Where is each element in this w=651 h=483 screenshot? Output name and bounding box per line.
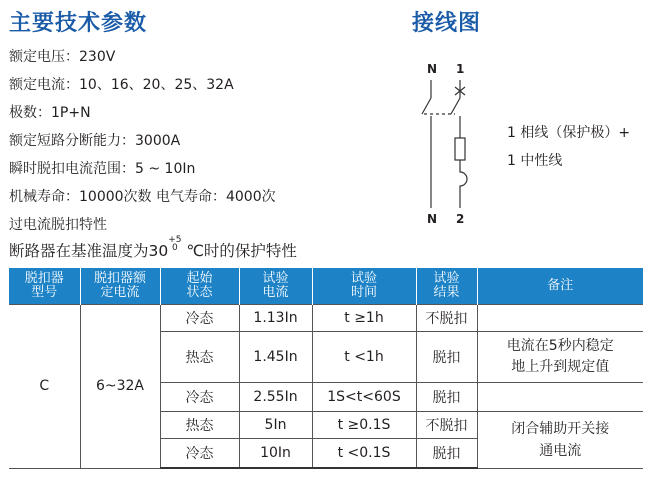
spec-overcurrent-heading: 过电流脱扣特性 [9,217,107,233]
cell-time: t <0.1S [312,439,416,469]
specs-title: 主要技术参数 [9,11,148,36]
spec-rated-current: 额定电流：10、16、20、25、32A [9,77,234,93]
header-test-result: 试验 结果 [416,268,477,305]
caption-sup-bottom: 0 [172,243,178,253]
spec-rated-voltage: 额定电压：230V [9,49,116,65]
cell-rated-current: 6~32A [80,305,160,469]
header-test-current: 试验 电流 [239,268,312,305]
cell-state: 热态 [160,412,239,439]
wiring-label-n-bottom: N [427,212,438,226]
cell-current: 10In [239,439,312,469]
cell-current: 2.55In [239,383,312,412]
caption-sup-top: +5 [168,235,182,245]
spec-instant-trip-range: 瞬时脱扣电流范围：5 ~ 10In [9,161,196,177]
protection-table [9,268,643,469]
header-initial-state: 起始 状态 [160,268,239,305]
header-release-type: 脱扣器 型号 [9,268,80,305]
cell-time: 1S<t<60S [312,383,416,412]
header-remarks: 备注 [477,268,643,305]
cell-result: 脱扣 [416,439,477,469]
cell-remark-rise: 电流在5秒内稳定 地上升到规定值 [477,332,643,383]
cell-remark-aux-switch: 闭合辅助开关接 通电流 [477,412,643,469]
cell-result: 脱扣 [416,332,477,383]
wiring-diagram [400,76,490,216]
wiring-label-2: 2 [456,212,465,226]
cell-remark-empty [477,305,643,332]
table-row [9,305,643,332]
cell-time: t <1h [312,332,416,383]
header-rated-current: 脱扣器额 定电流 [80,268,160,305]
header-test-time: 试验 时间 [312,268,416,305]
switch-contact-n [422,98,431,114]
cell-result: 不脱扣 [416,412,477,439]
magnetic-coil [460,160,467,208]
cell-time: t ≥0.1S [312,412,416,439]
cell-state: 热态 [160,332,239,383]
wiring-desc-line2: 1 中性线 [507,153,563,169]
caption-text-after: ℃时的保护特性 [181,242,297,260]
thermal-element [455,138,465,160]
caption-text-before: 断路器在基准温度为30 [9,242,169,260]
cell-state: 冷态 [160,383,239,412]
cell-result: 脱扣 [416,383,477,412]
cell-time: t ≥1h [312,305,416,332]
cell-state: 冷态 [160,305,239,332]
wiring-title: 接线图 [412,11,482,36]
table-caption [9,236,297,261]
spec-breaking-capacity: 额定短路分断能力：3000A [9,133,181,149]
cell-release-type: C [9,305,80,469]
spec-poles: 极数：1P+N [9,105,91,121]
wiring-label-1: 1 [456,62,465,76]
cell-remark-empty [477,383,643,412]
cell-state: 冷态 [160,439,239,469]
switch-contact-phase [451,98,460,114]
spec-life: 机械寿命：10000次数 电气寿命：4000次 [9,189,276,205]
cell-result: 不脱扣 [416,305,477,332]
cell-current: 5In [239,412,312,439]
table-header-row [9,268,643,305]
wiring-desc-line1: 1 相线（保护极）+ [507,125,631,141]
cell-current: 1.45In [239,332,312,383]
wiring-label-n-top: N [427,62,438,76]
caption-tolerance [168,236,181,252]
cell-current: 1.13In [239,305,312,332]
